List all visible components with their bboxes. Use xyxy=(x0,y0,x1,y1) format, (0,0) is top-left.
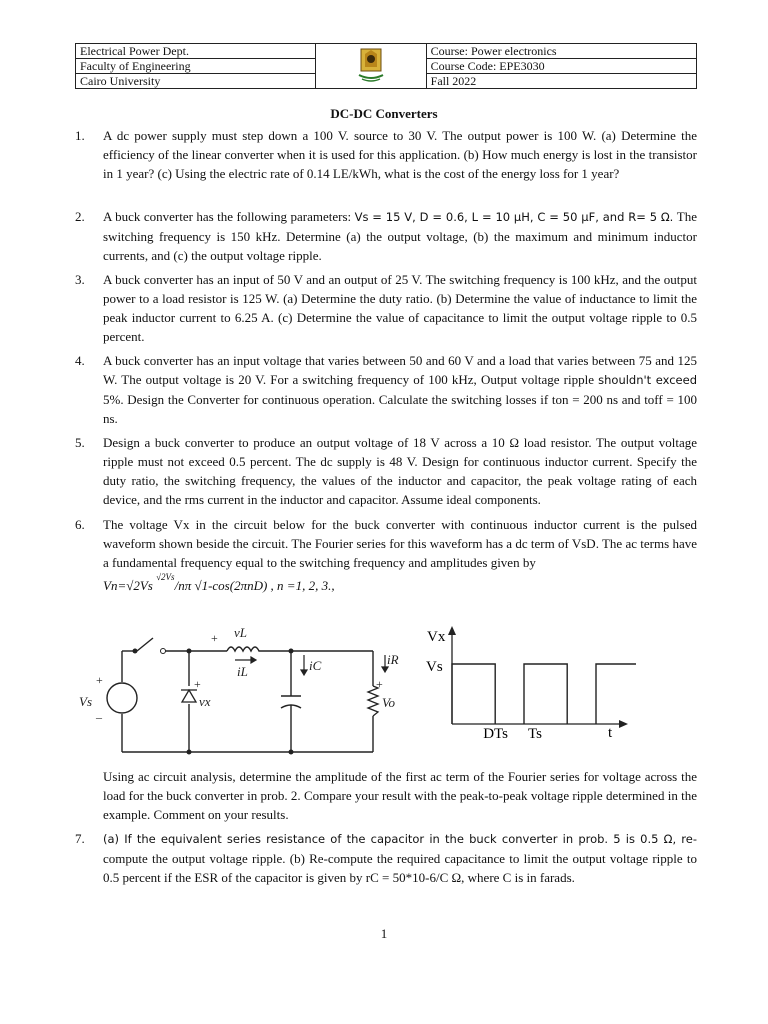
ts-tick-label: Ts xyxy=(528,726,542,742)
header-left-2: Faculty of Engineering xyxy=(76,59,316,74)
question-text: A dc power supply must step down a 100 V. source to 30 V. The output power is 100 W. (a) Determine the efficiency of the linear converter when it is used for this application. (b) How much energy is lost in the transistor in 1 year? (c) Using the electric rate of 0.14 LE/kWh, what is the cost of the energy loss for 1 year? xyxy=(103,128,697,181)
question-7 xyxy=(75,829,697,887)
question-number: 2. xyxy=(75,209,85,224)
buck-converter-circuit xyxy=(75,618,405,760)
question-6 xyxy=(75,515,697,572)
inductor-icon xyxy=(227,647,262,651)
question-5 xyxy=(75,433,697,509)
question-number: 5. xyxy=(75,435,85,450)
ir-label: iR xyxy=(387,652,399,667)
vx-pulse-waveform xyxy=(422,620,636,748)
header-right-2: Course Code: EPE3030 xyxy=(426,59,696,74)
question-text: The switching frequency is 150 kHz. Determine (a) the output voltage, (b) the maximum and minimum inductor currents, and (c) the output voltage ripple. xyxy=(103,209,697,263)
question-4 xyxy=(75,351,697,428)
switch-pivot-icon xyxy=(133,649,138,654)
formula-rhs: √1-cos(2πnD) , n =1, 2, 3., xyxy=(194,578,335,593)
formula-fraction-denominator: nπ xyxy=(178,578,192,593)
question-number: 4. xyxy=(75,353,85,368)
question-text: 5%. Design the Converter for continuous operation. Calculate the switching losses if ton = 200 ns and toff = 100 ns. xyxy=(103,392,697,426)
ic-label: iC xyxy=(309,658,322,673)
header-right-3: Fall 2022 xyxy=(426,74,696,89)
plus-sign: + xyxy=(376,677,383,691)
formula-lhs: Vn=√2Vs xyxy=(103,578,153,593)
y-axis-label: Vx xyxy=(427,629,446,645)
question-text: A buck converter has an input of 50 V and an output of 25 V. The switching frequency is 100 kHz, and the output power to a load resistor is 125 W. (a) Determine the duty ratio. (b) Determine the value of inductance to limit the peak inductor current to 6.25 A. (c) Determine the value of capacitance to limit the output voltage ripple to 0.5 percent. xyxy=(103,272,697,344)
minus-sign: – xyxy=(96,710,102,724)
vl-label: vL xyxy=(234,625,247,640)
question-text: Design a buck converter to produce an output voltage of 18 V across a 10 Ω load resistor. The output voltage ripple must not exceed 0.5 percent. The dc supply is 48 V. Design for continuous inductor current. Specify the duty ratio, the switching frequency, the values of the inductor and capacitor, the peak voltage rating of each device, and the rms current in the inductor and capacitor. Assume ideal components. xyxy=(103,435,697,507)
x-axis-label: t xyxy=(608,725,613,741)
question-text: A buck converter has an input voltage that varies between 50 and 60 V and a load that varies between 75 and 125 W. The output voltage is 20 V. For a switching frequency of 100 kHz, Output voltage ripple xyxy=(103,353,697,387)
il-label: iL xyxy=(237,664,248,679)
question-number: 7. xyxy=(75,831,85,846)
question-text: (a) If the equivalent series resistance of the capacitor in the buck converter in prob. 5 is 0.5 Ω, re- xyxy=(103,832,697,846)
question-1 xyxy=(75,126,697,183)
logo-cell xyxy=(315,44,426,89)
formula-fraction-numerator: √2Vs xyxy=(156,572,175,582)
plus-sign: + xyxy=(211,631,218,645)
header-left-1: Electrical Power Dept. xyxy=(76,44,316,59)
header-right-1: Course: Power electronics xyxy=(426,44,696,59)
vx-label: vx xyxy=(199,694,211,709)
voltage-source-icon xyxy=(107,683,137,713)
question-2 xyxy=(75,207,697,265)
question-3 xyxy=(75,270,697,346)
pulse-train xyxy=(452,664,636,724)
plus-sign: + xyxy=(96,673,103,687)
shouldnt-exceed-text: shouldn't exceed xyxy=(598,373,697,387)
cairo-university-logo-icon xyxy=(351,45,391,85)
question-text: The voltage Vx in the circuit below for the buck converter with continuous inductor current is the pulsed waveform shown beside the circuit. The Fourier series for this waveform has a dc term of VsD. The ac terms have a fundamental frequency equal to the switching frequency and amplitudes given by xyxy=(103,517,697,570)
question-text: Using ac circuit analysis, determine the amplitude of the first ac term of the Fourier series for voltage across the load for the buck converter in prob. 2. Compare your result with the peak-to-peak voltage ripple determined in the example. Comment on your results. xyxy=(103,769,697,822)
vo-label: Vo xyxy=(382,695,395,710)
vs-level-label: Vs xyxy=(426,659,443,675)
header-table xyxy=(75,43,697,89)
header-left-3: Cairo University xyxy=(76,74,316,89)
question-text: A buck converter has the following parameters: xyxy=(103,209,355,224)
question-number: 6. xyxy=(75,517,85,532)
dts-tick-label: DTs xyxy=(483,726,508,742)
question-number: 1. xyxy=(75,128,85,143)
document-title: DC-DC Converters xyxy=(330,106,438,121)
question-text: compute the output voltage ripple. (b) Re-compute the required capacitance to limit the output voltage ripple to 0.5 percent if the ESR of the capacitor is given by rC = 50*10-6/C Ω, where C is in farads. xyxy=(103,851,697,885)
question-parameters: Vs = 15 V, D = 0.6, L = 10 μH, C = 50 μF, and R= 5 Ω. xyxy=(354,210,674,224)
question-number: 3. xyxy=(75,272,85,287)
diode-icon xyxy=(181,690,197,702)
fourier-amplitude-formula: Vn=√2Vs $^{√2Vs}$/nπ √1-cos(2πnD) , n =1, 2, 3., xyxy=(103,572,335,593)
y-axis-arrow-icon xyxy=(448,626,456,635)
switch-contact-icon xyxy=(161,649,166,654)
plus-sign: + xyxy=(194,677,201,691)
x-axis-arrow-icon xyxy=(619,720,628,728)
question-6-follow-up xyxy=(103,767,697,824)
page-number: 1 xyxy=(380,926,388,941)
vs-label: Vs xyxy=(79,694,92,709)
